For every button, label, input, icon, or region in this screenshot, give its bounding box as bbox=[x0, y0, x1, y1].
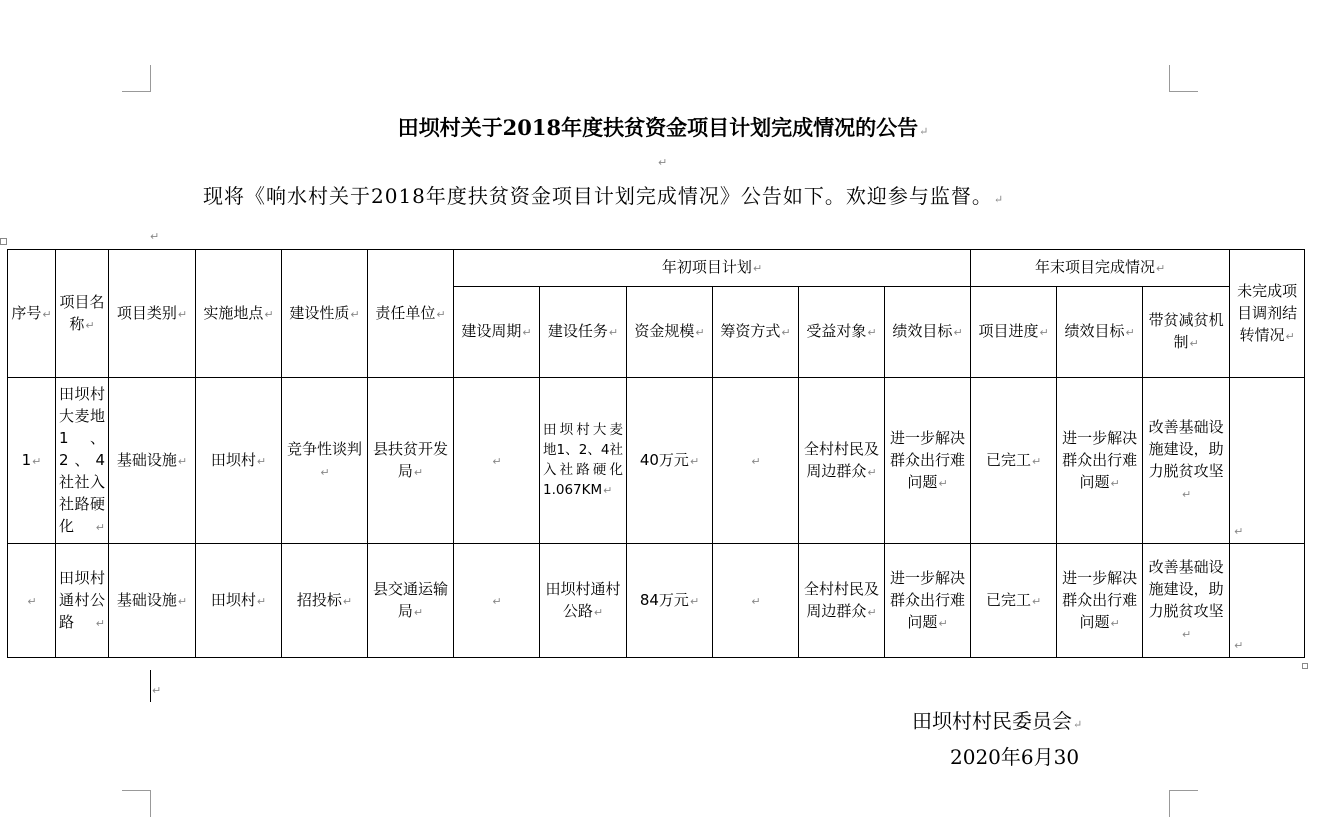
cell-end-mark-icon: ↵ bbox=[1155, 262, 1166, 275]
cell-end-mark-icon: ↵ bbox=[177, 454, 188, 468]
signature-date[interactable]: 2020年6月30 bbox=[950, 745, 1080, 769]
signature-block bbox=[912, 705, 1082, 773]
cell-end-mark-icon: ↵ bbox=[264, 307, 274, 321]
cell-end-mark-icon: ↵ bbox=[42, 307, 52, 321]
cell-end-mark-icon: ↵ bbox=[522, 326, 532, 339]
crop-mark-top-left bbox=[122, 65, 151, 92]
header-goal: 绩效目标↵ bbox=[885, 287, 971, 378]
text-cursor bbox=[150, 670, 151, 702]
cell-performance[interactable]: 进一步解决群众出行难问题↵ bbox=[1057, 544, 1143, 658]
cell-end-mark-icon: ↵ bbox=[350, 307, 360, 321]
cell-unit[interactable]: 县扶贫开发局↵ bbox=[368, 378, 454, 544]
cell-end-mark-icon: ↵ bbox=[867, 326, 877, 339]
cell-end-mark-icon: ↵ bbox=[95, 520, 105, 534]
cell-end-mark-icon: ↵ bbox=[1039, 326, 1049, 339]
cell-goal[interactable]: 进一步解决群众出行难问题↵ bbox=[885, 544, 971, 658]
cell-end-mark-icon: ↵ bbox=[1125, 326, 1135, 339]
table-header-row bbox=[8, 250, 1305, 287]
intro-text: 现将《响水村关于2018年度扶贫资金项目计划完成情况》公告如下。欢迎参与监督。 bbox=[203, 184, 993, 208]
header-task: 建设任务↵ bbox=[540, 287, 627, 378]
cell-end-mark-icon: ↵ bbox=[781, 326, 791, 339]
paragraph-mark-icon: ↵ bbox=[658, 156, 668, 169]
cell-end-mark-icon: ↵ bbox=[1181, 487, 1192, 501]
header-funding: 筹资方式↵ bbox=[713, 287, 799, 378]
cell-category[interactable]: 基础设施↵ bbox=[109, 544, 196, 658]
table-resize-handle-icon[interactable] bbox=[1302, 663, 1308, 669]
cell-name[interactable]: 田坝村通村公路↵ bbox=[56, 544, 109, 658]
cell-progress[interactable]: 已完工↵ bbox=[971, 378, 1057, 544]
header-unfinished: 未完成项目调剂结转情况↵ bbox=[1230, 250, 1305, 378]
cell-period[interactable] bbox=[454, 378, 540, 544]
cell-end-mark-icon: ↵ bbox=[1031, 594, 1042, 608]
cell-end-mark-icon: ↵ bbox=[492, 454, 502, 468]
cell-end-mark-icon: ↵ bbox=[689, 454, 700, 468]
paragraph-mark-icon: ↵ bbox=[919, 125, 929, 138]
header-plan-group: 年初项目计划↵ bbox=[454, 250, 971, 287]
cell-nature[interactable]: 竞争性谈判↵ bbox=[282, 378, 368, 544]
cell-name[interactable]: 田坝村大麦地1、2、4社社入社路硬化↵ bbox=[56, 378, 109, 544]
cell-end-mark-icon: ↵ bbox=[85, 318, 95, 332]
cell-end-mark-icon: ↵ bbox=[1110, 476, 1120, 490]
cell-end-mark-icon: ↵ bbox=[95, 616, 105, 630]
cell-mechanism[interactable]: 改善基础设施建设，助力脱贫攻坚↵ bbox=[1143, 544, 1230, 658]
crop-mark-top-right bbox=[1169, 65, 1198, 92]
paragraph-mark-icon: ↵ bbox=[152, 684, 162, 697]
cell-end-mark-icon: ↵ bbox=[1234, 639, 1244, 652]
cell-end-mark-icon: ↵ bbox=[413, 465, 424, 479]
cell-nature[interactable]: 招投标↵ bbox=[282, 544, 368, 658]
cell-end-mark-icon: ↵ bbox=[938, 616, 948, 630]
cell-progress[interactable]: 已完工↵ bbox=[971, 544, 1057, 658]
cell-end-mark-icon: ↵ bbox=[27, 594, 37, 608]
cell-end-mark-icon: ↵ bbox=[695, 326, 705, 339]
cell-task[interactable]: 田坝村大麦地1、2、4社入社路硬化1.067KM↵ bbox=[540, 378, 627, 544]
cell-end-mark-icon: ↵ bbox=[751, 594, 761, 608]
signature-org[interactable]: 田坝村村民委员会↵ bbox=[912, 709, 1083, 733]
cell-end-mark-icon: ↵ bbox=[593, 605, 604, 619]
table-row bbox=[8, 378, 1305, 544]
cell-category[interactable]: 基础设施↵ bbox=[109, 378, 196, 544]
document-title[interactable] bbox=[0, 112, 1326, 142]
cell-end-mark-icon: ↵ bbox=[751, 454, 761, 468]
cell-end-mark-icon: ↵ bbox=[256, 454, 267, 468]
cell-end-mark-icon: ↵ bbox=[413, 605, 424, 619]
cell-end-mark-icon: ↵ bbox=[492, 594, 502, 608]
project-table bbox=[7, 249, 1305, 658]
cell-end-mark-icon: ↵ bbox=[752, 262, 763, 275]
cell-end-mark-icon: ↵ bbox=[256, 594, 267, 608]
header-name: 项目名称↵ bbox=[56, 250, 109, 378]
cell-beneficiary[interactable]: 全村村民及周边群众↵ bbox=[799, 378, 885, 544]
table-move-handle-icon[interactable] bbox=[0, 238, 7, 245]
cell-funding[interactable] bbox=[713, 544, 799, 658]
cell-seq[interactable]: 1↵ bbox=[8, 378, 56, 544]
cell-end-mark-icon: ↵ bbox=[436, 307, 446, 321]
header-seq: 序号↵ bbox=[8, 250, 56, 378]
cell-performance[interactable]: 进一步解决群众出行难问题↵ bbox=[1057, 378, 1143, 544]
paragraph-mark-icon: ↵ bbox=[150, 230, 160, 243]
header-scale: 资金规模↵ bbox=[627, 287, 713, 378]
cell-location[interactable]: 田坝村↵ bbox=[196, 544, 282, 658]
cell-period[interactable] bbox=[454, 544, 540, 658]
cell-unit[interactable]: 县交通运输局↵ bbox=[368, 544, 454, 658]
header-progress: 项目进度↵ bbox=[971, 287, 1057, 378]
cell-end-mark-icon: ↵ bbox=[689, 594, 700, 608]
cell-end-mark-icon: ↵ bbox=[1234, 525, 1244, 538]
cell-funding[interactable] bbox=[713, 378, 799, 544]
cell-unfinished[interactable] bbox=[1230, 378, 1305, 544]
cell-end-mark-icon: ↵ bbox=[1189, 337, 1199, 350]
cell-end-mark-icon: ↵ bbox=[320, 465, 330, 479]
cell-end-mark-icon: ↵ bbox=[867, 605, 877, 619]
paragraph-mark-icon: ↵ bbox=[1073, 718, 1083, 731]
cell-end-mark-icon: ↵ bbox=[1181, 627, 1192, 641]
cell-end-mark-icon: ↵ bbox=[32, 454, 42, 468]
cell-goal[interactable]: 进一步解决群众出行难问题↵ bbox=[885, 378, 971, 544]
cell-scale[interactable]: 40万元↵ bbox=[627, 378, 713, 544]
crop-mark-bottom-right bbox=[1169, 790, 1198, 817]
crop-mark-bottom-left bbox=[122, 790, 151, 817]
header-performance: 绩效目标↵ bbox=[1057, 287, 1143, 378]
cell-seq[interactable] bbox=[8, 544, 56, 658]
cell-end-mark-icon: ↵ bbox=[177, 307, 188, 321]
header-category: 项目类别↵ bbox=[109, 250, 196, 378]
header-beneficiary: 受益对象↵ bbox=[799, 287, 885, 378]
header-mechanism: 带贫减贫机制↵ bbox=[1143, 287, 1230, 378]
cell-end-mark-icon: ↵ bbox=[867, 465, 877, 479]
cell-task[interactable]: 田坝村通村公路↵ bbox=[540, 544, 627, 658]
cell-end-mark-icon: ↵ bbox=[603, 484, 613, 497]
cell-end-mark-icon: ↵ bbox=[1285, 329, 1295, 343]
cell-scale[interactable]: 84万元↵ bbox=[627, 544, 713, 658]
paragraph-mark-icon: ↵ bbox=[993, 193, 1005, 206]
cell-end-mark-icon: ↵ bbox=[177, 594, 188, 608]
header-unit: 责任单位↵ bbox=[368, 250, 454, 378]
header-location: 实施地点↵ bbox=[196, 250, 282, 378]
cell-end-mark-icon: ↵ bbox=[953, 326, 963, 339]
cell-end-mark-icon: ↵ bbox=[938, 476, 948, 490]
header-nature: 建设性质↵ bbox=[282, 250, 368, 378]
cell-end-mark-icon: ↵ bbox=[1031, 454, 1042, 468]
cell-location[interactable]: 田坝村↵ bbox=[196, 378, 282, 544]
intro-paragraph[interactable] bbox=[203, 180, 1004, 209]
cell-end-mark-icon: ↵ bbox=[1110, 616, 1120, 630]
cell-unfinished[interactable] bbox=[1230, 544, 1305, 658]
table-row bbox=[8, 544, 1305, 658]
cell-beneficiary[interactable]: 全村村民及周边群众↵ bbox=[799, 544, 885, 658]
header-done-group: 年末项目完成情况↵ bbox=[971, 250, 1230, 287]
cell-mechanism[interactable]: 改善基础设施建设，助力脱贫攻坚↵ bbox=[1143, 378, 1230, 544]
header-period: 建设周期↵ bbox=[454, 287, 540, 378]
cell-end-mark-icon: ↵ bbox=[608, 326, 619, 339]
title-text: 田坝村关于2018年度扶贫资金项目计划完成情况的公告 bbox=[397, 115, 919, 140]
cell-end-mark-icon: ↵ bbox=[342, 594, 353, 608]
